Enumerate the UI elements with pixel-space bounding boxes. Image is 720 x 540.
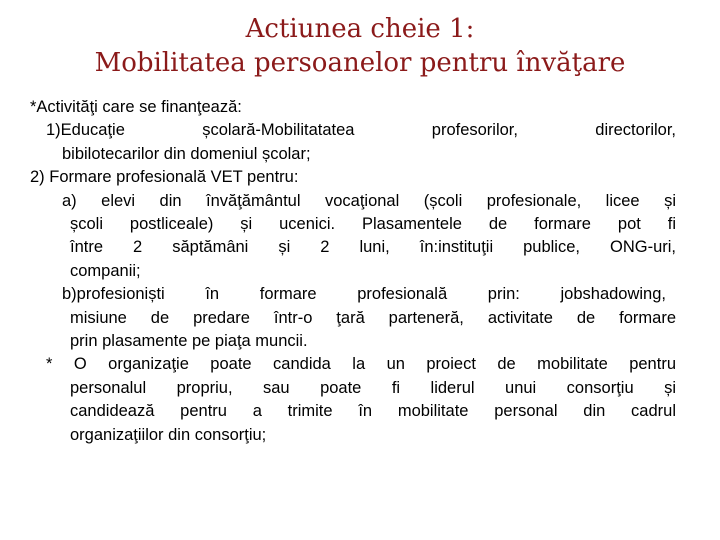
slide-body xyxy=(30,96,676,447)
title-line-1: Actiunea cheie 1: xyxy=(245,14,475,44)
body-line: personalul propriu, sau poate fi liderul unui consorţiu și xyxy=(70,378,676,397)
body-line: misiune de predare într-o ţară parteneră, activitate de formare xyxy=(70,308,676,327)
body-line: școli postliceale) și ucenici. Plasamentele de formare pot fi xyxy=(70,215,676,234)
body-line: b)profesioniști în formare profesională prin: jobshadowing, xyxy=(62,285,666,304)
body-line: prin plasamente pe piaţa muncii. xyxy=(70,332,308,351)
body-line: a) elevi din învăţământul vocaţional (școli profesionale, licee și xyxy=(62,191,676,210)
body-line: candidează pentru a trimite în mobilitate personal din cadrul xyxy=(70,402,676,421)
body-line: *Activităţi care se finanţează: xyxy=(30,98,242,116)
body-line: companii; xyxy=(70,261,141,280)
body-line: * O organizaţie poate candida la un proiect de mobilitate pentru xyxy=(46,355,676,374)
slide-title xyxy=(0,12,720,80)
body-line: bibilotecarilor din domeniul școlar; xyxy=(62,144,311,163)
body-line: 2) Formare profesională VET pentru: xyxy=(30,168,299,187)
title-line-2: Mobilitatea persoanelor pentru învăţare xyxy=(94,48,626,78)
body-line: organizaţiilor din consorţiu; xyxy=(70,425,267,444)
body-line: între 2 săptămâni și 2 luni, în:instituţii publice, ONG-uri, xyxy=(70,238,676,257)
body-line: 1)Educaţie școlară-Mobilitatatea profesorilor, directorilor, xyxy=(46,121,676,140)
